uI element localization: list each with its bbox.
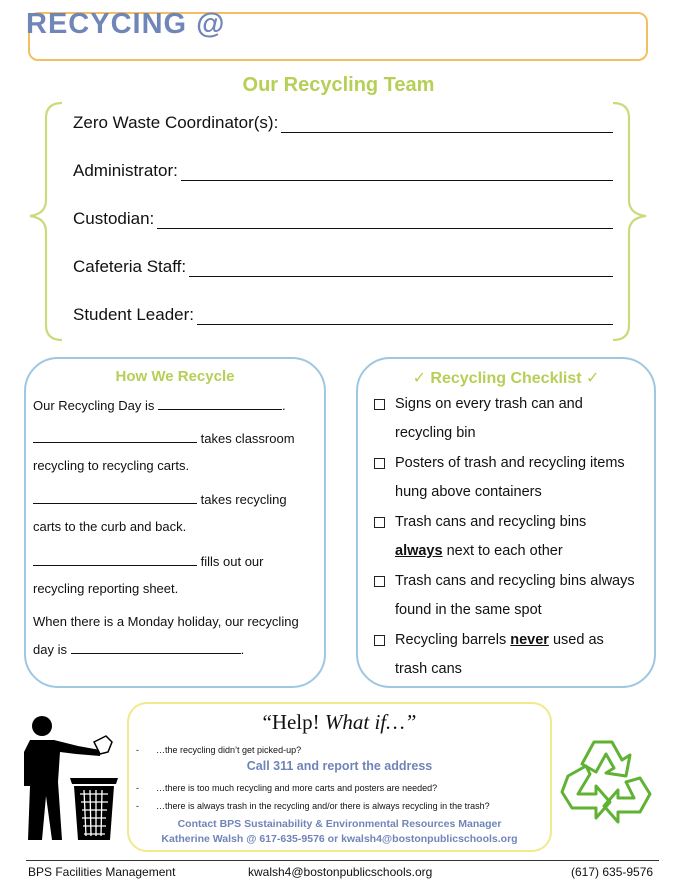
- help-call-311: Call 311 and report the address: [246, 759, 433, 773]
- footer-phone: (617) 635-9576: [571, 865, 654, 879]
- student-leader-line[interactable]: [197, 304, 613, 325]
- tidyman-icon: [20, 712, 126, 848]
- help-contact-line1: Contact BPS Sustainability & Environmental Resources Manager: [177, 818, 502, 830]
- checklist-item[interactable]: [372, 567, 652, 625]
- emphasis-never: never: [510, 632, 549, 648]
- coordinator-label: Zero Waste Coordinator(s):: [73, 113, 279, 132]
- student-leader-field[interactable]: [73, 299, 613, 325]
- sheet-blank[interactable]: [33, 553, 197, 566]
- curb-line: [33, 491, 287, 507]
- checklist-item-line2: [395, 537, 652, 566]
- cafeteria-staff-line[interactable]: [189, 256, 613, 277]
- checklist-item[interactable]: [372, 449, 652, 507]
- help-contact-line2: Katherine Walsh @ 617-635-9576 or kwalsh4@bostonpublicschools.org: [161, 833, 518, 845]
- checkbox-icon[interactable]: [374, 458, 385, 469]
- holiday-line: [33, 641, 244, 657]
- checklist-item-line1-pre: Recycling barrels: [395, 632, 511, 648]
- sheet-text: fills out our: [200, 554, 264, 569]
- help-item-pickup: …the recycling didn’t get picked-up?: [156, 745, 302, 755]
- recycling-day-suffix: .: [282, 398, 286, 413]
- help-title-italic: What if…”: [324, 710, 417, 734]
- footer-divider: [26, 860, 659, 861]
- how-we-recycle-title: How We Recycle: [115, 368, 235, 385]
- administrator-field[interactable]: [73, 155, 613, 181]
- checklist-item-line2: found in the same spot: [395, 602, 542, 618]
- classroom-text: takes classroom: [200, 431, 295, 446]
- classroom-text-2: recycling to recycling carts.: [33, 458, 190, 473]
- holiday-prefix: day is: [33, 642, 67, 657]
- recycling-day-line: [33, 397, 286, 413]
- emphasis-always: always: [395, 543, 443, 559]
- page-title: RECYCING @: [26, 8, 226, 40]
- recycle-icon: [556, 734, 660, 830]
- cafeteria-staff-label: Cafeteria Staff:: [73, 257, 187, 276]
- help-title: [127, 710, 552, 735]
- curb-blank[interactable]: [33, 491, 197, 504]
- checklist-item-line1: Posters of trash and recycling items: [395, 455, 625, 471]
- holiday-suffix: .: [240, 642, 245, 657]
- sheet-line: [33, 553, 264, 569]
- custodian-field[interactable]: [73, 203, 613, 229]
- help-title-plain: “Help!: [262, 710, 325, 734]
- classroom-line: [33, 430, 295, 446]
- checklist-item-line1: Trash cans and recycling bins always: [395, 573, 635, 589]
- checklist-item-line1: Signs on every trash can and: [395, 396, 583, 412]
- checklist-item-line2-rest: next to each other: [442, 543, 563, 559]
- checklist-item-line2: hung above containers: [395, 484, 542, 500]
- administrator-label: Administrator:: [73, 161, 178, 180]
- administrator-line[interactable]: [181, 160, 613, 181]
- holiday-blank[interactable]: [71, 641, 241, 654]
- bullet-dash: -: [136, 745, 139, 755]
- bullet-dash: -: [136, 801, 139, 811]
- checklist-item[interactable]: [372, 626, 652, 684]
- checklist-item-line2: trash cans: [395, 661, 462, 677]
- team-heading: Our Recycling Team: [242, 74, 435, 96]
- checkbox-icon[interactable]: [374, 576, 385, 587]
- checklist-item-line1: [395, 626, 652, 655]
- footer-email[interactable]: kwalsh4@bostonpublicschools.org: [248, 865, 433, 879]
- recycling-day-prefix: Our Recycling Day is: [33, 398, 155, 413]
- custodian-label: Custodian:: [73, 209, 155, 228]
- bullet-dash: -: [136, 783, 139, 793]
- checkbox-icon[interactable]: [374, 635, 385, 646]
- checklist-item[interactable]: [372, 508, 652, 566]
- checklist-item-line2: recycling bin: [395, 425, 476, 441]
- sheet-text-2: recycling reporting sheet.: [33, 581, 179, 596]
- coordinator-field[interactable]: [73, 107, 613, 133]
- checkbox-icon[interactable]: [374, 399, 385, 410]
- left-brace: [30, 103, 62, 340]
- checklist-item-line1-post: used as: [548, 632, 604, 648]
- curb-text-2: carts to the curb and back.: [33, 519, 187, 534]
- curb-text: takes recycling: [200, 492, 287, 507]
- checkbox-icon[interactable]: [374, 517, 385, 528]
- classroom-blank[interactable]: [33, 430, 197, 443]
- checklist-item-line1: Trash cans and recycling bins: [395, 514, 587, 530]
- coordinator-line[interactable]: [281, 112, 613, 133]
- holiday-text: When there is a Monday holiday, our recycling: [33, 614, 299, 629]
- student-leader-label: Student Leader:: [73, 305, 194, 324]
- recycling-checklist-title: ✓ Recycling Checklist ✓: [412, 370, 600, 387]
- checklist-item[interactable]: [372, 390, 652, 448]
- recycling-day-blank[interactable]: [158, 397, 282, 410]
- cafeteria-staff-field[interactable]: [73, 251, 613, 277]
- footer-org: BPS Facilities Management: [28, 865, 176, 879]
- help-item-more-carts: …there is too much recycling and more carts and posters are needed?: [156, 783, 438, 793]
- right-brace: [613, 103, 646, 340]
- help-item-contamination: …there is always trash in the recycling and/or there is always recycling in the trash?: [156, 801, 490, 811]
- custodian-line[interactable]: [157, 208, 613, 229]
